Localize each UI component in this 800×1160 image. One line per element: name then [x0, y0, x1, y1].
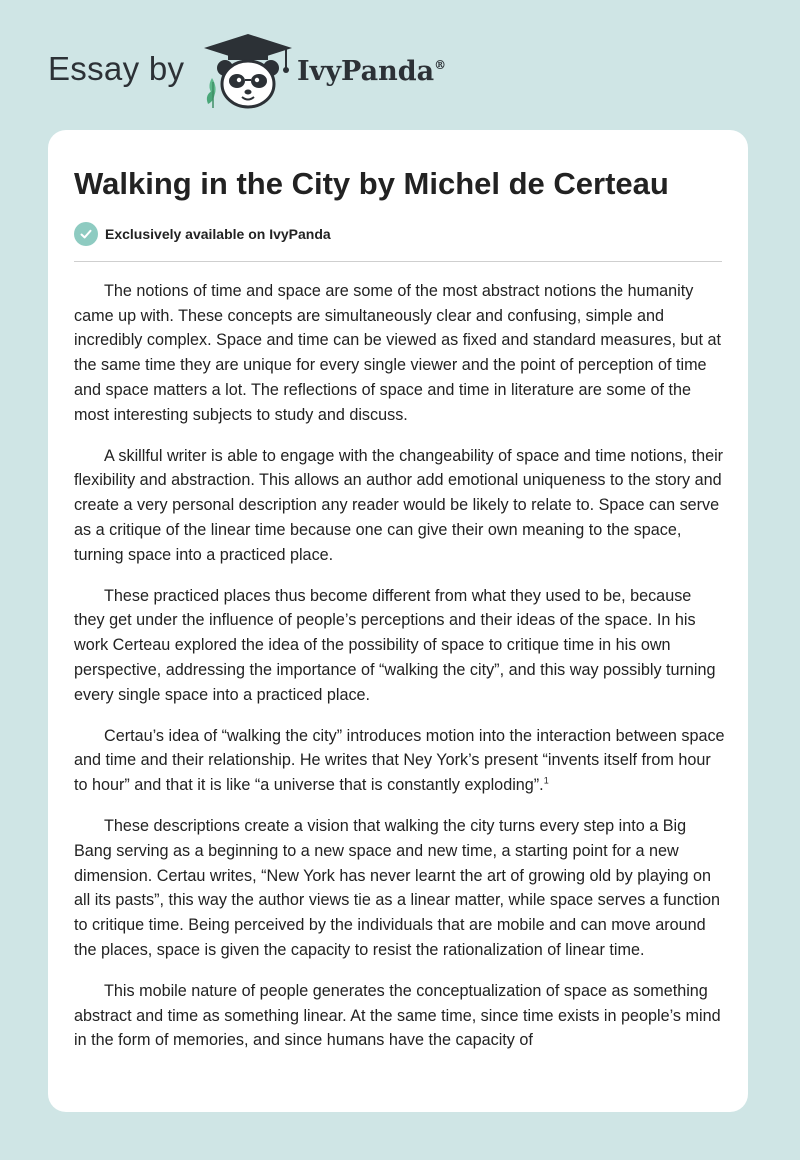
registered-mark: ®	[434, 58, 447, 72]
panda-graduate-logo-icon[interactable]	[198, 32, 298, 112]
divider	[74, 261, 722, 262]
essay-body	[74, 279, 726, 1070]
brand-name-text: IvyPanda	[297, 56, 435, 87]
essay-card	[48, 130, 748, 1112]
paragraph	[74, 724, 726, 798]
site-header	[0, 0, 800, 130]
essay-title: Walking in the City by Michel de Certeau	[74, 166, 669, 201]
paragraph-text: These descriptions create a vision that walking the city turns every step into a Big Bang serving as a beginning to a new space and new time, a starting point for a new dimension. Certau writes, “New York has never learnt the art of growing old by playing on all its pasts”, this way the author views tie as a linear matter, while space serves a function to critique time. Being perceived by the individuals that are mobile and can move around the places, space is given the capacity to resist the rationalization of linear time.	[74, 817, 720, 959]
paragraph	[74, 279, 726, 427]
check-icon	[74, 222, 98, 246]
exclusive-badge	[74, 222, 331, 246]
paragraph-text: The notions of time and space are some of the most abstract notions the humanity came up with. These concepts are simultaneously clear and confusing, simple and incredibly complex. Space and time can be viewed as fixed and standard measures, but at the same time they are unique for every single viewer and the point of perception of time and space matters a lot. The reflections of space and time in literature are some of the most interesting subjects to study and discuss.	[74, 282, 721, 424]
essay-by-label: Essay by	[48, 50, 185, 87]
footnote-ref[interactable]: 1	[543, 775, 549, 786]
paragraph-text: Certau’s idea of “walking the city” introduces motion into the interaction between space and time and their relationship. He writes that Ney York’s present “invents itself from hour to hour” and that it is like “a universe that is constantly exploding”.	[74, 726, 725, 795]
brand-name[interactable]	[297, 56, 446, 87]
paragraph	[74, 814, 726, 962]
paragraph	[74, 584, 726, 708]
paragraph	[74, 979, 726, 1053]
exclusive-badge-label: Exclusively available on IvyPanda	[105, 226, 331, 242]
paragraph	[74, 444, 726, 568]
paragraph-text: A skillful writer is able to engage with the changeability of space and time notions, their flexibility and abstraction. This allows an author add emotional uniqueness to the story and create a very personal description any reader would be likely to relate to. Space can serve as a critique of the linear time because one can give their own meaning to the space, turning space into a practiced place.	[74, 446, 724, 564]
paragraph-text: These practiced places thus become different from what they used to be, because they get under the influence of people’s perceptions and their ideas of the space. In his work Certeau explored the idea of the possibility of space to critique time in his own perspective, addressing the importance of “walking the city”, and this way possibly turning every single space into a practiced place.	[74, 586, 716, 704]
paragraph-text: This mobile nature of people generates the conceptualization of space as something abstract and time as something linear. At the same time, since time exists in people’s mind in the form of memories, and since humans have the capacity of	[74, 982, 721, 1050]
